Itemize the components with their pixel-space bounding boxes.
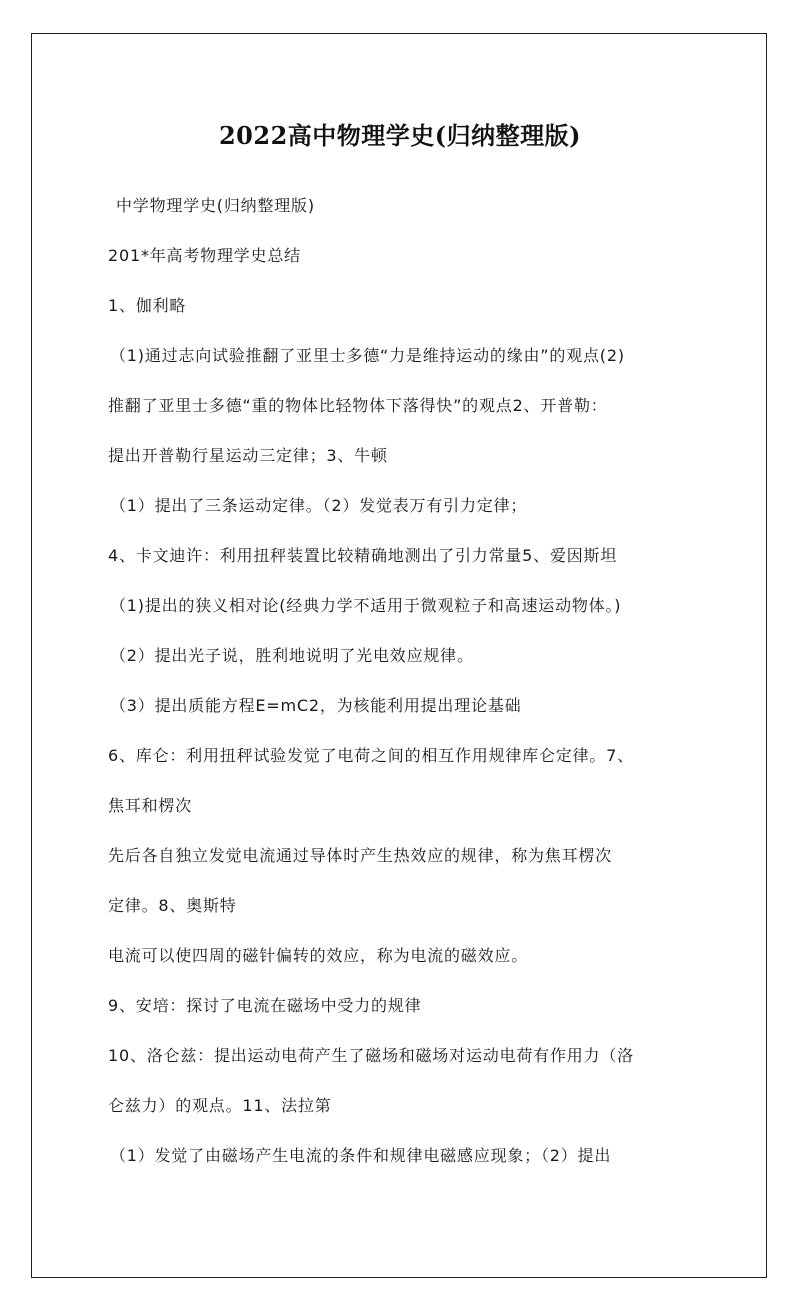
text-line: 10、洛仑兹：提出运动电荷产生了磁场和磁场对运动电荷有作用力（洛 [108, 1046, 634, 1065]
section-galileo: 1、伽利略 [108, 296, 187, 315]
text-line: 推翻了亚里士多德“重的物体比轻物体下落得快”的观点2、开普勒： [108, 396, 608, 415]
document-title: 2022高中物理学史(归纳整理版) [218, 121, 581, 150]
text-line: 电流可以使四周的磁针偏转的效应，称为电流的磁效应。 [108, 946, 529, 965]
subtitle-line: 中学物理学史(归纳整理版) [116, 196, 315, 215]
text-line: 焦耳和楞次 [108, 796, 193, 815]
text-line: 定律。8、奥斯特 [108, 896, 237, 915]
text-line: （3）提出质能方程E=mC2，为核能利用提出理论基础 [110, 696, 522, 715]
text-line: 6、库仑：利用扭秤试验发觉了电荷之间的相互作用规律库仑定律。7、 [108, 746, 634, 765]
text-line: 仑兹力）的观点。11、法拉第 [108, 1096, 332, 1115]
text-line: （1)提出的狭义相对论(经典力学不适用于微观粒子和高速运动物体。) [110, 596, 622, 615]
summary-heading: 201*年高考物理学史总结 [108, 246, 301, 265]
text-line: （1）发觉了由磁场产生电流的条件和规律电磁感应现象；（2）提出 [110, 1146, 612, 1165]
text-line: 4、卡文迪许：利用扭秤装置比较精确地测出了引力常量5、爱因斯坦 [108, 546, 618, 565]
text-line: 提出开普勒行星运动三定律；3、牛顿 [108, 446, 388, 465]
text-line: （1）提出了三条运动定律。（2）发觉表万有引力定律； [110, 496, 528, 515]
text-line: 先后各自独立发觉电流通过导体时产生热效应的规律，称为焦耳楞次 [108, 846, 613, 865]
text-line: （1)通过志向试验推翻了亚里士多德“力是维持运动的缘由”的观点(2) [110, 346, 625, 365]
text-line: （2）提出光子说，胜利地说明了光电效应规律。 [110, 646, 474, 665]
text-line: 9、安培：探讨了电流在磁场中受力的规律 [108, 996, 422, 1015]
